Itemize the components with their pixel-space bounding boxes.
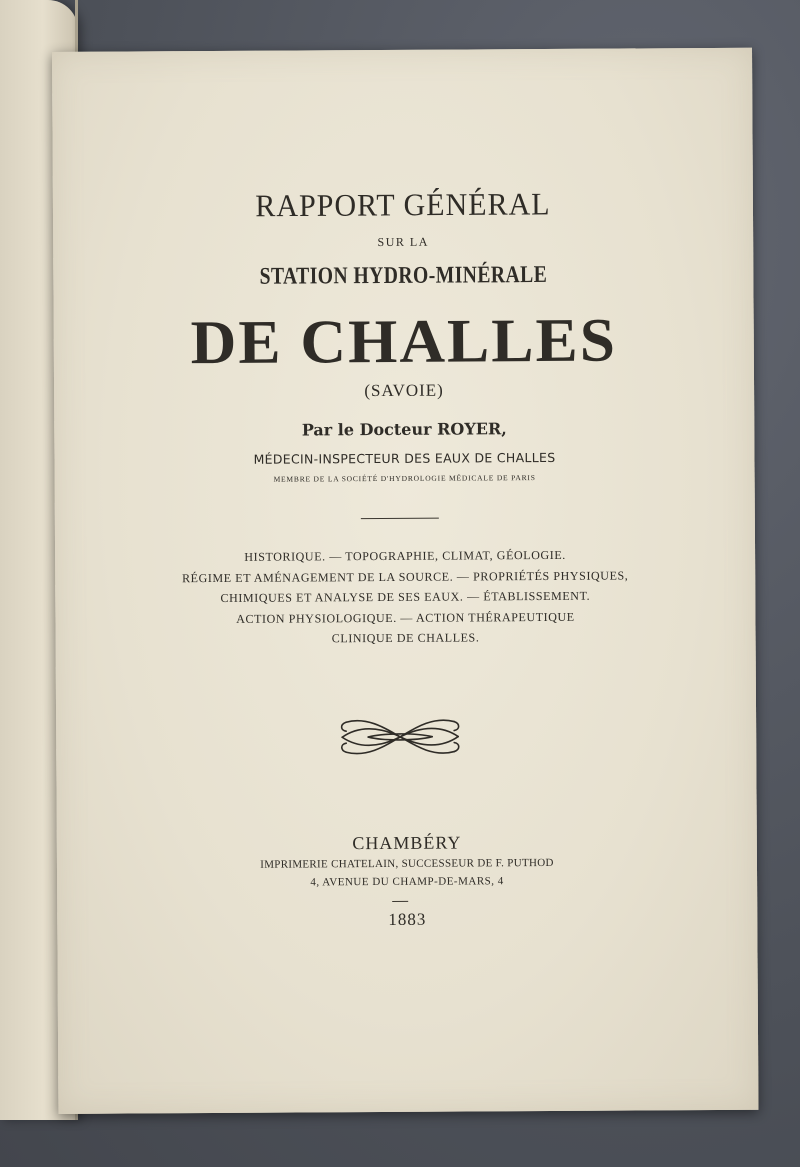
contents-line: CLINIQUE DE CHALLES. bbox=[331, 630, 480, 646]
title-line-de-challes: DE CHALLES bbox=[190, 306, 618, 378]
author-role: MÉDECIN-INSPECTEUR DES EAUX DE CHALLES bbox=[253, 449, 556, 467]
imprint-dash bbox=[392, 901, 408, 902]
contents-line: HISTORIQUE. — TOPOGRAPHIE, CLIMAT, GÉOLOGIE. bbox=[244, 547, 566, 564]
author-line: Par le Docteur ROYER, bbox=[301, 419, 507, 440]
imprint-address: 4, AVENUE DU CHAMP-DE-MARS, 4 bbox=[310, 875, 504, 889]
contents-line: ACTION PHYSIOLOGIQUE. — ACTION THÉRAPEUTIQUE bbox=[236, 609, 575, 626]
title-line-rapport-general: RAPPORT GÉNÉRAL bbox=[255, 187, 551, 224]
title-line-station: STATION HYDRO-MINÉRALE bbox=[259, 261, 548, 290]
title-page bbox=[52, 48, 758, 1114]
contents-line: CHIMIQUES ET ANALYSE DE SES EAUX. — ÉTABLISSEMENT. bbox=[220, 588, 591, 605]
region-label: (SAVOIE) bbox=[364, 380, 444, 401]
title-line-sur-la: SUR LA bbox=[377, 234, 429, 250]
contents-line: RÉGIME ET AMÉNAGEMENT DE LA SOURCE. — PROPRIÉTÉS PHYSIQUES, bbox=[181, 567, 629, 585]
imprint-year: 1883 bbox=[388, 909, 427, 929]
separator-rule bbox=[361, 518, 439, 519]
author-membership: MEMBRE DE LA SOCIÉTÉ D'HYDROLOGIE MÉDICALE DE PARIS bbox=[273, 473, 536, 484]
contents-summary bbox=[55, 544, 756, 651]
flourish-ornament-icon bbox=[338, 714, 462, 761]
imprint-printer: IMPRIMERIE CHATELAIN, SUCCESSEUR DE F. PUTHOD bbox=[260, 856, 554, 871]
imprint-city: CHAMBÉRY bbox=[352, 832, 462, 854]
